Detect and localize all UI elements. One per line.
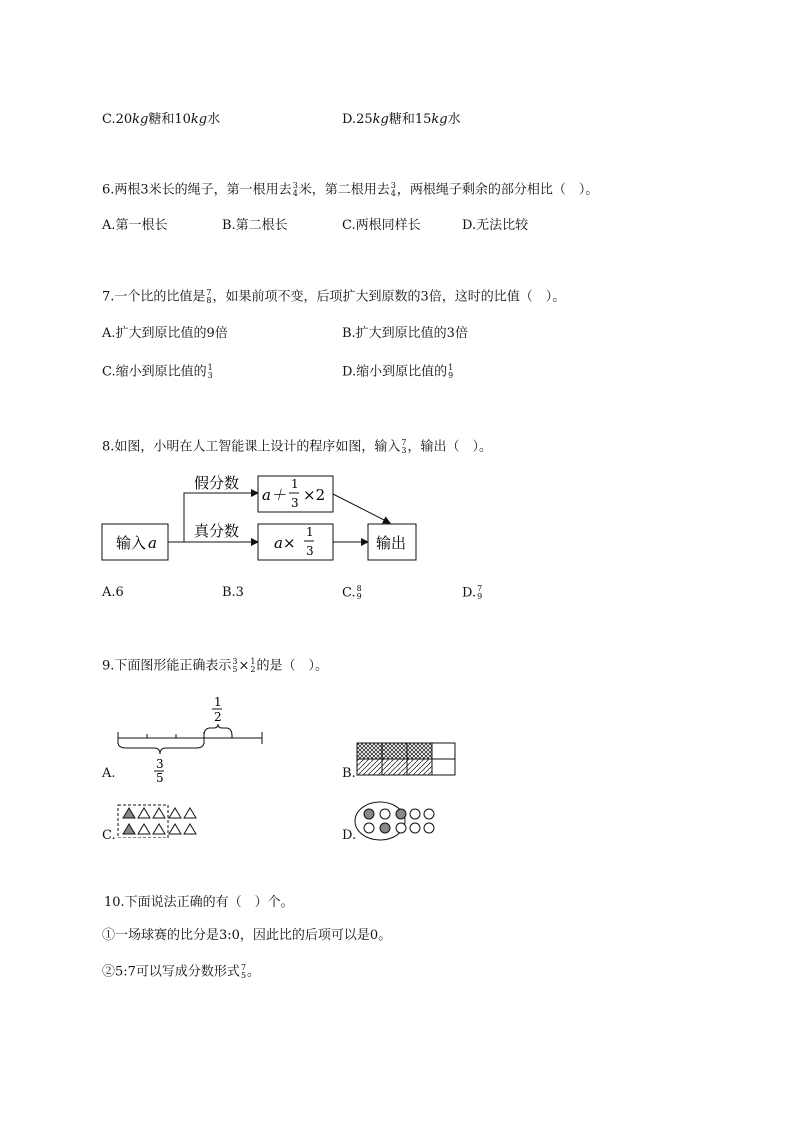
flow-top-expr-n: 1 xyxy=(291,477,299,491)
flow-top-expr-a: a＋ xyxy=(262,486,286,504)
q9-figure-d xyxy=(354,800,444,842)
q5-option-c: C.20kg糖和10kg水 xyxy=(102,112,221,127)
q6-option-a: A.第一根长 xyxy=(102,218,168,233)
flow-output-label: 输出 xyxy=(376,534,407,552)
q9-option-a: A. xyxy=(102,766,116,781)
flow-top-expr-b: ×2 xyxy=(303,486,326,504)
flow-top-expr-d: 3 xyxy=(291,496,299,510)
figa-top-n: 1 xyxy=(214,695,222,709)
q9-figure-c xyxy=(114,802,204,838)
q9-option-d: D. xyxy=(342,828,357,843)
q9-option-b: B. xyxy=(342,766,356,781)
q9-option-c: C. xyxy=(102,828,116,843)
q8-stem: 8.如图，小明在人工智能课上设计的程序如图，输入 7 3 ，输出（ ）。 xyxy=(102,438,493,455)
q7-option-c: C.缩小到原比值的 1 3 xyxy=(102,363,213,380)
q8-option-b: B.3 xyxy=(222,585,244,600)
q6-option-c: C.两根同样长 xyxy=(342,218,421,233)
figa-top-d: 2 xyxy=(214,710,222,724)
flow-input-label: 输入 xyxy=(116,534,147,552)
q7-option-d: D.缩小到原比值的 1 9 xyxy=(342,363,454,380)
q6-stem: 6.两根3米长的绳子，第一根用去 3 4 米，第二根用去 3 4 ，两根绳子剩余的部分相比（ ）。 xyxy=(102,181,599,198)
q8-flowchart xyxy=(98,468,428,568)
q10-item-2: ②5:7可以写成分数形式 7 5 。 xyxy=(102,963,261,980)
q7-stem: 7.一个比的比值是 7 8 ，如果前项不变，后项扩大到原数的3倍，这时的比值（ ）。 xyxy=(102,288,566,305)
figa-bot-d: 5 xyxy=(156,771,164,782)
q10-stem: 10.下面说法正确的有（ ）个。 xyxy=(104,895,294,910)
flow-bottom-expr-a: a× xyxy=(274,534,296,552)
q9-stem: 9.下面图形能正确表示 3 5 × 1 2 的是（ ）。 xyxy=(102,657,329,674)
q7-option-b: B.扩大到原比值的3倍 xyxy=(342,326,468,341)
flow-branch-top: 假分数 xyxy=(194,474,240,492)
q10-item-1: ①一场球赛的比分是3:0，因此比的后项可以是0。 xyxy=(102,928,392,943)
q7-option-a: A.扩大到原比值的9倍 xyxy=(102,326,228,341)
q8-option-a: A.6 xyxy=(102,585,124,600)
flow-branch-bottom: 真分数 xyxy=(194,522,240,540)
q9-figure-a xyxy=(114,692,274,782)
flow-input-var: a xyxy=(148,534,157,552)
q9-figure-b xyxy=(356,742,458,778)
flow-bottom-expr-n: 1 xyxy=(306,525,314,539)
q6-option-d: D.无法比较 xyxy=(462,218,529,233)
q8-option-d: D. 7 9 xyxy=(462,584,483,601)
flow-bottom-expr-d: 3 xyxy=(306,544,314,558)
q5-option-d: D.25kg糖和15kg水 xyxy=(342,112,461,127)
q6-option-b: B.第二根长 xyxy=(222,218,288,233)
q8-option-c: C. 8 9 xyxy=(342,584,362,601)
figa-bot-n: 3 xyxy=(156,757,164,771)
